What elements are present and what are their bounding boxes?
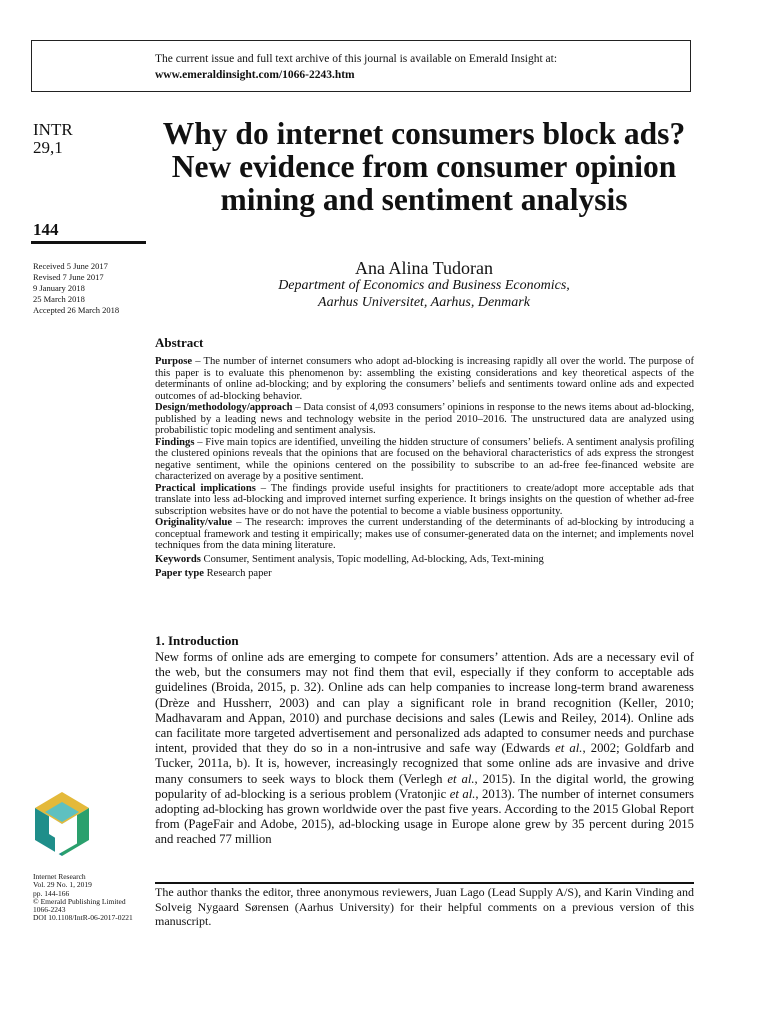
date-accepted: Accepted 26 March 2018 — [33, 305, 120, 315]
pub-issn: 1066-2243 — [33, 905, 66, 915]
paper-type-label: Paper type — [155, 567, 204, 579]
intro-text-4: , 2013). The number of internet consumers adopting ad-blocking has grown worldwide over the past five years. According to the 2015 Global Report from (PageFair and Adobe, 2015), ad-blocking usage in Europe alone grew by 35 percent during 2015 and reached 77 million — [155, 786, 694, 847]
intro-text-3: , 2015). In the digital world, the growing popularity of ad-blocking is a serious problem (Vratonjic — [155, 771, 694, 801]
acknowledgement-footnote: The author thanks the editor, three anonymous reviewers, Juan Lago (Lead Supply A/S), and Karin Vinding and Solveig Nygaard Sørensen (Aarhus University) for their helpful comments on a previous version of this manuscript. — [155, 885, 694, 928]
intro-etal-3: et al. — [449, 786, 476, 801]
intro-text-1: New forms of online ads are emerging to compete for consumers’ attention. Ads are a necessary evil of the web, but the consumers may not find them that evil, especially if they conform to acceptable ads guidelines (Broida, 2015, p. 32). Online ads can help companies to increase long-term brand awareness (Drèze and Hussherr, 2003) and can play a significant role in brand recognition (Keller, 2010; Madhavaram and Appan, 2010) and purchase decisions and sales (Lewis and Reiley, 2014). Online ads can facilitate more targeted advertisement and personalized ads adapted to consumer needs and purchase intent, provided that they do so in a non-intrusive and safe way (Edwards — [155, 650, 694, 756]
date-revised-3: 25 March 2018 — [33, 294, 85, 304]
article-dates — [33, 261, 119, 316]
practical-label: Practical implications — [155, 482, 256, 494]
paper-type — [155, 568, 694, 580]
abstract-design — [155, 402, 694, 437]
article-author: Ana Alina Tudoran — [354, 258, 493, 278]
journal-abbreviation: INTR — [33, 120, 73, 139]
design-label: Design/methodology/approach — [155, 402, 293, 413]
date-revised: Revised 7 June 2017 — [33, 272, 104, 282]
page-number: 144 — [33, 220, 59, 239]
design-text: – Data consist of 4,093 consumers’ opinions in response to the news items about ad-blocking, published by a leading news and technology website in the period 2010–2016. The unstructured data are analyzed using probabilistic topic modeling and sentiment analysis. — [155, 402, 694, 436]
author-affiliation — [150, 277, 698, 311]
pub-journal-name: Internet Research — [33, 872, 86, 881]
pub-doi: DOI 10.1108/IntR-06-2017-0221 — [33, 913, 133, 923]
abstract-purpose — [155, 356, 694, 402]
abstract-heading: Abstract — [155, 335, 204, 350]
introduction-paragraph — [155, 650, 694, 848]
abstract-findings — [155, 437, 694, 483]
emerald-publisher-logo — [31, 790, 93, 860]
keywords — [155, 554, 694, 566]
affiliation-university: Aarhus Universitet, Aarhus, Denmark — [318, 295, 530, 310]
affiliation-department: Department of Economics and Business Economics, — [278, 278, 570, 293]
purpose-text: – The number of internet consumers who adopt ad-blocking is increasing rapidly all over the world. The purpose of this paper is to evaluate this phenomenon by: assembling the existing considerations and key theoretical aspects of the determinants of online ad-blocking; and by exploring the consumers’ beliefs and sentiments toward online ads and expected outcomes of ad-blocking behavior. — [155, 356, 694, 402]
journal-url-link[interactable]: www.emeraldinsight.com/1066-2243.htm — [155, 69, 355, 81]
purpose-label: Purpose — [155, 356, 193, 367]
findings-label: Findings — [155, 436, 195, 448]
pub-copyright: © Emerald Publishing Limited — [33, 896, 126, 906]
practical-text: – The findings provide useful insights for practitioners to create/adopt more acceptable ads that translate into less ad-blocking and improved internet surfing experience. It brings insights on the question of whether ad-free subscription websites have or do not have the potential to become a viable business opportunity. — [155, 482, 695, 517]
keywords-text: Consumer, Sentiment analysis, Topic modelling, Ad-blocking, Ads, Text-mining — [200, 553, 544, 565]
pub-pages: pp. 144-166 — [33, 888, 70, 898]
abstract-originality — [155, 517, 694, 552]
originality-label: Originality/value — [155, 517, 233, 528]
article-title: Why do internet consumers block ads? New evidence from consumer opinion mining and sentiment analysis — [162, 116, 686, 217]
originality-text: – The research: improves the current understanding of the determinants of ad-blocking by introducing a conceptual framework and testing it empirically; makes use of consumer-generated data on the internet; and implements novel techniques from the data mining literature. — [155, 517, 694, 551]
intro-text-2: , 2002; Goldfarb and Tucker, 2011a, b). It is, however, increasingly recognized that some online ads are invasive and drive many consumers to seek ways to block them (Verlegh — [155, 741, 694, 786]
intro-etal-1: et al. — [555, 741, 583, 756]
page-number-rule — [31, 241, 146, 244]
keywords-label: Keywords — [155, 553, 201, 565]
publication-info — [33, 873, 133, 923]
journal-volume-issue: 29,1 — [33, 138, 63, 157]
journal-code — [33, 121, 73, 157]
intro-etal-2: et al. — [447, 771, 475, 786]
journal-notice-box — [31, 40, 691, 92]
abstract — [155, 335, 694, 580]
introduction-heading: 1. Introduction — [155, 633, 239, 648]
pub-volume: Vol. 29 No. 1, 2019 — [33, 880, 92, 890]
abstract-practical-implications — [155, 483, 694, 518]
footnote-rule — [155, 882, 694, 884]
findings-text: – Five main topics are identified, unveiling the hidden structure of consumers’ beliefs. A sentiment analysis profiling the clustered opinions reveals that the opinions that are focused on the behavioral characteristics of ads express the strongest negative sentiment, while the opinions centered on the possibility to subscribe to an ad-free fee-financed website are characterized on average by a positive sentiment. — [155, 436, 694, 482]
date-revised-2: 9 January 2018 — [33, 283, 85, 293]
date-received: Received 5 June 2017 — [33, 261, 108, 271]
paper-type-text: Research paper — [203, 567, 272, 579]
notice-text: The current issue and full text archive of this journal is available on Emerald Insight at: — [155, 53, 558, 65]
